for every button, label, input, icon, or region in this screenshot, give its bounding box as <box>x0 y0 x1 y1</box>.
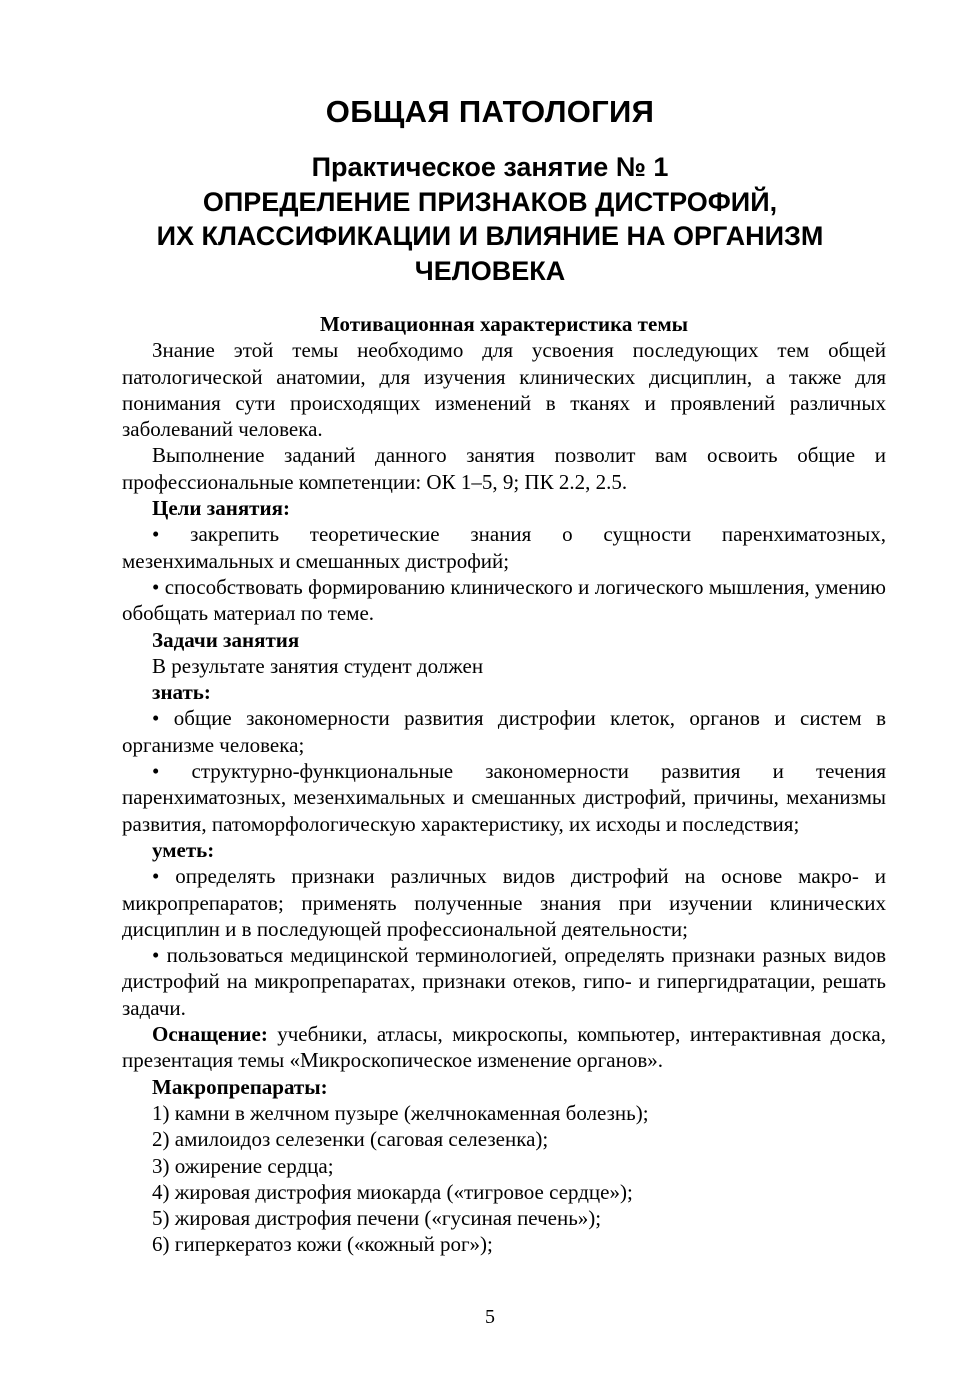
macro-item: 6) гиперкератоз кожи («кожный рог»); <box>152 1232 493 1257</box>
lesson-number: Практическое занятие № 1 <box>311 152 669 182</box>
macro-item: 4) жировая дистрофия миокарда («тигровое сердце»); <box>152 1179 633 1204</box>
goal-item: • способствовать формированию клинического и логического мышления, умению обобщать материал по теме. <box>122 574 886 626</box>
motivation-paragraph-2: Выполнение заданий данного занятия позволит вам освоить общие и профессиональные компетенции: ОК 1–5, 9; ПК 2.2, 2.5. <box>122 443 886 494</box>
tasks-heading: Задачи занятия <box>152 627 300 652</box>
can-item: • пользоваться медицинской терминологией, определять признаки разных видов дистрофий на микропрепаратах, признаки отеков, гипо- и гипергидратации, решать задачи. <box>122 943 886 1020</box>
equipment-paragraph <box>122 1021 886 1074</box>
lesson-topic-line-1: ОПРЕДЕЛЕНИЕ ПРИЗНАКОВ ДИСТРОФИЙ, <box>202 186 778 217</box>
page-title: ОБЩАЯ ПАТОЛОГИЯ <box>325 94 655 129</box>
know-item: • структурно-функциональные закономерности развития и течения паренхиматозных, мезенхимальных и смешанных дистрофий, причины, механизмы развития, патоморфологическую характеристику, их исходы и последствия; <box>122 759 886 836</box>
can-label: уметь: <box>152 837 215 862</box>
lesson-title <box>0 150 980 288</box>
macro-item: 5) жировая дистрофия печени («гусиная печень»); <box>152 1206 602 1231</box>
can-item: • определять признаки различных видов дистрофий на основе макро- и микропрепаратов; применять полученные знания при изучении клинических дисциплин и в последующей профессиональной деятельности; <box>122 864 886 941</box>
motivation-paragraph-1: Знание этой темы необходимо для усвоения последующих тем общей патологической анатомии, для изучения клинических дисциплин, а также для понимания сути происходящих изменений в тканях и проявлений различных заболеваний человека. <box>122 338 886 442</box>
lesson-topic-line-3: ЧЕЛОВЕКА <box>414 255 566 286</box>
know-label: знать: <box>152 680 211 705</box>
lesson-topic-line-2: ИХ КЛАССИФИКАЦИИ И ВЛИЯНИЕ НА ОРГАНИЗМ <box>156 221 824 251</box>
macro-item: 3) ожирение сердца; <box>152 1153 334 1178</box>
equipment-text: учебники, атласы, микроскопы, компьютер, интерактивная доска, презентация темы «Микроскопическое изменение органов». <box>122 1022 886 1073</box>
goal-item: • закрепить теоретические знания о сущности паренхиматозных, мезенхимальных и смешанных дистрофий; <box>122 522 886 573</box>
equipment-label: Оснащение: <box>152 1022 268 1047</box>
page-number: 5 <box>485 1306 495 1328</box>
motivation-heading: Мотивационная характеристика темы <box>319 312 689 336</box>
macro-item: 1) камни в желчном пузыре (желчнокаменная болезнь); <box>152 1100 649 1125</box>
goals-heading: Цели занятия: <box>152 496 290 521</box>
know-item: • общие закономерности развития дистрофии клеток, органов и систем в организме человека; <box>122 706 886 757</box>
macro-heading: Макропрепараты: <box>152 1074 328 1099</box>
tasks-intro: В результате занятия студент должен <box>152 653 484 678</box>
document-body <box>122 311 886 1258</box>
macro-item: 2) амилоидоз селезенки (саговая селезенка); <box>152 1127 549 1152</box>
